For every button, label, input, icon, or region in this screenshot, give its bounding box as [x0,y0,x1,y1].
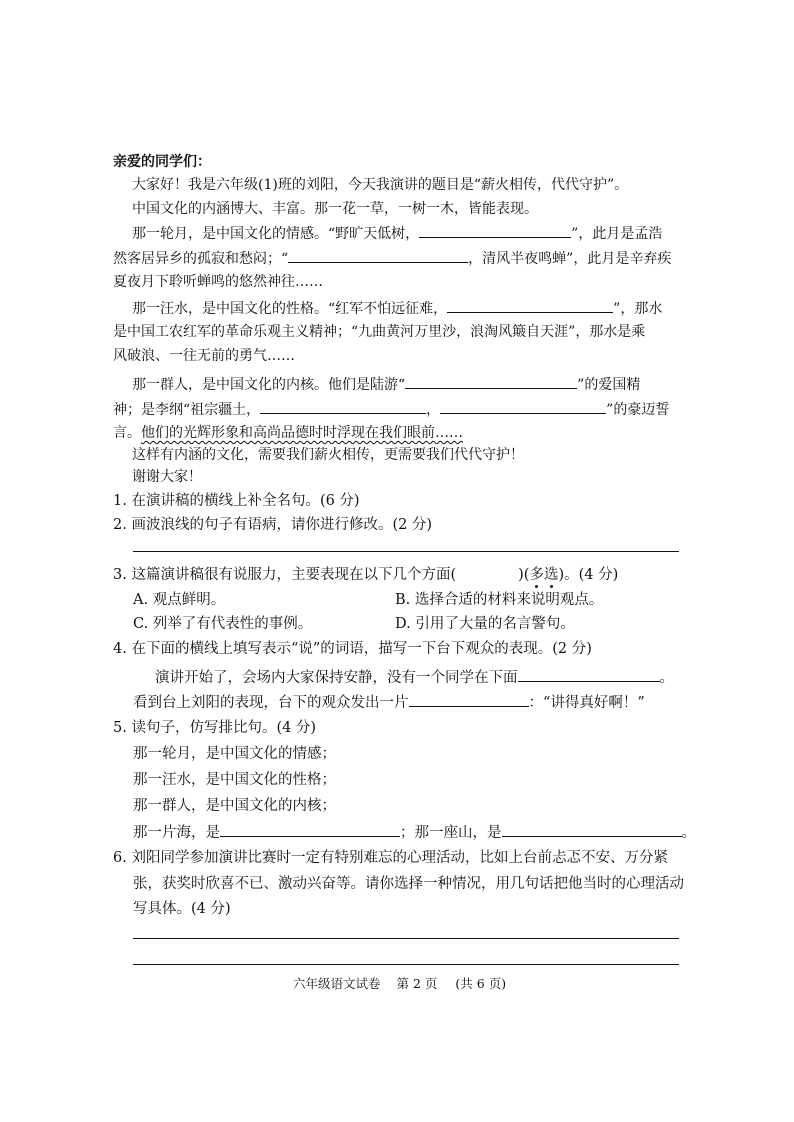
speech-paragraph-5-line-2 [113,399,669,420]
speech-paragraph-5-line-1 [132,374,640,395]
question-6-line-3: 写具体。(4 分) [133,901,231,917]
answer-blank-q4-1[interactable] [518,667,660,682]
speech-text: ”的豪迈誓 [606,402,670,418]
question-text: 。 [659,670,674,686]
speech-text: 神；是李纲“祖宗疆土， [113,402,261,418]
speech-text: ， [426,402,441,418]
speech-text: 言。 [113,425,141,441]
speech-paragraph-2: 中国文化的内涵博大、丰富。那一花一草，一树一木，皆能表现。 [132,201,538,217]
poem-blank-6[interactable] [440,399,606,414]
poem-blank-4[interactable] [405,374,577,389]
question-4-line-2 [133,692,645,713]
question-5-example-1: 那一轮月，是中国文化的情感； [133,746,336,762]
speech-paragraph-4-line-3: 风破浪、一往无前的勇气…… [113,348,295,364]
question-6-line-1: 6. 刘阳同学参加演讲比赛时一定有特别难忘的心理活动，比如上台前忐忑不安、万分紧 [113,850,668,866]
poem-blank-5[interactable] [260,399,426,414]
question-5-example-3: 那一群人，是中国文化的内核； [133,798,336,814]
question-6-line-2: 张，获奖时欣喜不已、激动兴奋等。请你选择一种情况，用几句话把他当时的心理活动 [133,876,684,892]
speech-paragraph-6: 这样有内涵的文化，需要我们薪火相传，更需要我们代代守护！ [132,447,524,463]
speech-text: ”，此月是孟浩 [571,226,663,242]
question-5: 5. 读句子，仿写排比句。(4 分) [113,720,317,736]
answer-blank-q4-2[interactable] [409,692,529,707]
poem-blank-1[interactable] [419,223,571,238]
speech-text: ”的爱国精 [577,377,641,393]
question-1: 1. 在演讲稿的横线上补全名句。(6 分) [113,493,360,509]
question-4-line-1 [155,667,674,688]
speech-text: ”，那水 [613,301,663,317]
question-text: )。(4 分) [558,567,619,583]
speech-text: 那一汪水，是中国文化的性格。“红军不怕远征难， [132,301,448,317]
page-footer [293,974,506,994]
question-5-example-2: 那一汪水，是中国文化的性格； [133,772,336,788]
speech-text: ，清风半夜鸣蝉”，此月是辛弃疾 [468,251,672,267]
speech-closing: 谢谢大家！ [132,469,202,485]
speech-paragraph-4-line-1 [132,298,662,319]
emphasis-char: 选 [543,567,559,583]
question-text: 演讲开始了，会场内大家保持安静，没有一个同学在下面 [155,670,518,686]
footer-page-number: 第 2 页 [396,976,438,991]
option-c: C. 列举了有代表性的事例。 [133,616,313,632]
speech-paragraph-5-line-3 [113,423,463,443]
footer-subject: 六年级语文试卷 [293,976,381,991]
option-a: A. 观点鲜明。 [133,592,226,608]
answer-line-q6-2[interactable] [133,964,679,965]
question-text: 那一片海，是 [133,825,220,841]
wavy-underlined-sentence: 他们的光辉形象和高尚品德时时浮现在我们眼前…… [141,425,463,441]
speech-paragraph-3-line-3: 夏夜月下聆听蝉鸣的悠然神往…… [113,274,323,290]
answer-line-q6-1[interactable] [133,938,679,939]
question-2: 2. 画波浪线的句子有语病，请你进行修改。(2 分) [113,517,433,533]
option-d: D. 引用了大量的名言警句。 [395,616,575,632]
speech-text: 然客居异乡的孤寂和愁闷；“ [113,251,289,267]
footer-total-pages: (共 6 页) [455,976,507,991]
speech-paragraph-3-line-1 [132,223,662,244]
question-5-answer-line [133,822,696,843]
question-text: ；那一座山，是 [400,825,502,841]
question-text: ：“讲得真好啊！” [528,695,645,711]
answer-line-q2[interactable] [133,551,679,552]
question-text: )( [518,567,530,583]
speech-text: 那一轮月，是中国文化的情感。“野旷天低树， [132,226,420,242]
emphasis-char: 多 [529,567,544,583]
answer-blank-q5-2[interactable] [502,822,682,837]
answer-blank-q5-1[interactable] [220,822,400,837]
question-text: 3. 这篇演讲稿很有说服力，主要表现在以下几个方面( [113,567,457,583]
poem-blank-3[interactable] [447,298,613,313]
question-4: 4. 在下面的横线上填写表示“说”的词语，描写一下台下观众的表现。(2 分) [113,641,592,657]
question-text: 。 [681,825,696,841]
option-b: B. 选择合适的材料来说明观点。 [395,592,604,608]
speech-paragraph-4-line-2: 是中国工农红军的革命乐观主义精神；“九曲黄河万里沙，浪淘风簸自天涯”，那水是乘 [113,324,646,340]
speech-paragraph-3-line-2 [113,248,671,269]
poem-blank-2[interactable] [288,248,468,263]
question-3 [113,565,618,585]
question-text: 看到台上刘阳的表现，台下的观众发出一片 [133,695,409,711]
speech-text: 那一群人，是中国文化的内核。他们是陆游“ [132,377,406,393]
speech-paragraph-1: 大家好！我是六年级(1)班的刘阳，今天我演讲的题目是“薪火相传，代代守护”。 [132,177,629,193]
speech-greeting: 亲爱的同学们： [113,154,211,170]
